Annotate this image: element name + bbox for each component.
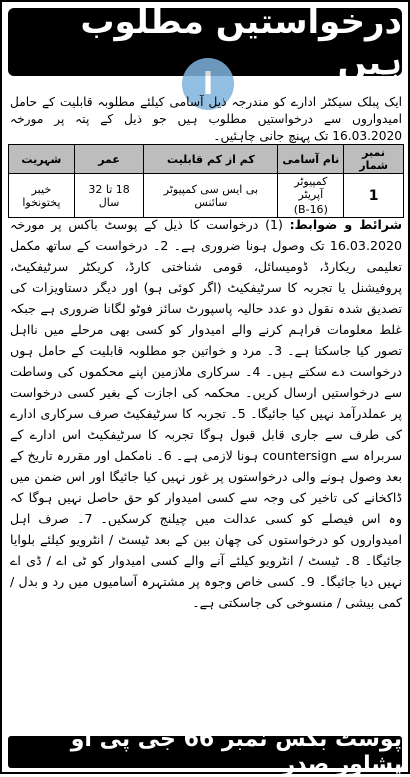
vacancy-table (8, 144, 404, 218)
post-grade: (B-16) (293, 203, 328, 216)
watermark-logo: ا (182, 58, 234, 110)
post-name: کمپیوٹر آپریٹر (294, 175, 328, 201)
table-row (9, 174, 404, 218)
terms-heading: شرائط و ضوابط: (289, 217, 402, 232)
cell-post (278, 174, 344, 218)
postbox-address: پوسٹ بکس نمبر 66 جی پی او پشاور صدر (8, 736, 402, 768)
col-serial: نمبر شمار (344, 145, 404, 174)
terms-body: (1) درخواست کا ذیل کے پوسٹ باکس پر مورخہ 16.03.2020 تک وصول ہونا ضروری ہے۔ 2۔ درخواست کے ساتھ مکمل تعلیمی ریکارڈ، ڈومیسائل، قومی شناختی کارڈ، کریکٹر سرٹیفکیٹ، پروفیشنل یا تجربہ کا سرٹیفکیٹ (اگر کوئی ہو) اور دیگر دستاویزات کی تصدیق شدہ نقول دو عدد حالیہ پاسپورٹ سائز فوٹو لگانا ضروری ہے جبکہ غلط معلومات فراہم کرنے والے امیدوار کو کسی بھی مرحلے میں نااہل تصور کیا جاسکتا ہے۔ 3۔ مرد و خواتین جو مطلوبہ قابلیت کے حامل ہوں درخواست دے سکتے ہیں۔ 4۔ سرکاری ملازمین اپنے محکموں کی وساطت سے درخواستیں ارسال کریں۔ محکمہ کی اجازت کے بغیر کسی درخواست پر عملدرآمد نہیں کیا جائیگا۔ 5۔ تجربہ کا سرٹیفکیٹ صرف سرکاری ادارے کی طرف سے جاری قابل قبول ہوگا تجربہ کا سرٹیفکیٹ اس ادارے کے سربراہ سے countersign ہونا لازمی ہے۔ 6۔ نامکمل اور مقررہ تاریخ کے بعد وصول ہونے والی درخواستوں پر غور نہیں کیا جائیگا اور اس ضمن میں ڈاکخانے کی تاخیر کی وجہ سے کسی امیدوار کو حق حاصل نہیں ہوگا کہ وہ اس فیصلے کو کسی عدالت میں چیلنج کرسکیں۔ 7۔ صرف اہل امیدواروں کو درخواستوں کی چھان بین کے بعد ٹیسٹ / انٹرویو کیلئے بلوایا جائیگا۔ 8۔ ٹیسٹ / انٹرویو کیلئے آنے والے کسی امیدوار کو ٹی اے / ڈی اے نہیں دیا جائیگا۔ 9۔ کسی خاص وجوہ پر مشتہرہ آسامیوں میں رد و بدل / کمی بیشی / منسوخی کی جاسکتی ہے۔ (10, 217, 402, 610)
table-header-row (9, 145, 404, 174)
headline-banner: درخواستیں مطلوب ہیں (8, 8, 402, 76)
terms-and-conditions (10, 214, 402, 613)
col-qualification: کم از کم قابلیت (144, 145, 278, 174)
col-age: عمر (74, 145, 144, 174)
cell-age: 18 تا 32 سال (74, 174, 144, 218)
cell-domicile: خیبر پختونخوا (9, 174, 75, 218)
col-post: نام آسامی (278, 145, 344, 174)
cell-serial: 1 (344, 174, 404, 218)
cell-qualification: بی ایس سی کمپیوٹر سائنس (144, 174, 278, 218)
col-domicile: شہریت (9, 145, 75, 174)
intro-paragraph: ایک پبلک سیکٹر ادارے کو مندرجہ ذیل آسامی کیلئے مطلوبہ قابلیت کے حامل امیدواروں سے درخواستیں مطلوب ہیں جو ذیل کے پتہ پر مورخہ 16.03.2020 تک پہنچ جانی چاہئیں۔ (10, 95, 402, 143)
